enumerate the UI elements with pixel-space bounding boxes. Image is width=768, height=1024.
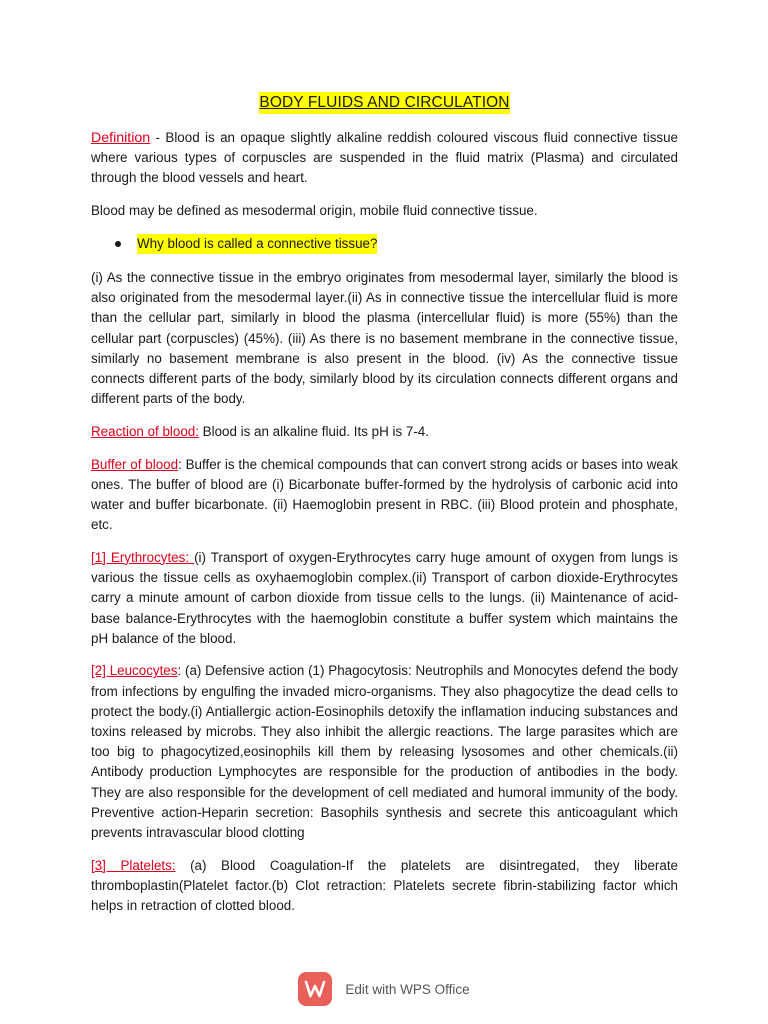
reaction-text: Blood is an alkaline fluid. Its pH is 7-4. [198,423,429,439]
origin-paragraph: Blood may be defined as mesodermal origin, mobile fluid connective tissue. [91,203,538,219]
document-page [91,92,678,929]
leucocytes-paragraph [91,661,678,843]
reaction-label: Reaction of blood: [91,423,199,439]
platelets-text: (a) Blood Coagulation-If the platelets are disintregated, they liberate thromboplastin(Platelet factor.(b) Clot retraction: Platelets secrete fibrin-stabilizing factor which helps in retraction of clotted blood. [91,857,678,914]
definition-label: Definition [91,130,151,146]
erythrocytes-label: [1] Erythrocytes: [91,549,195,565]
erythrocytes-paragraph [91,548,678,649]
leucocytes-label: [2] Leucocytes [91,663,178,679]
definition-text: - Blood is an opaque slightly alkaline reddish coloured viscous fluid connective tissue where various types of corpuscles are suspended in the fluid matrix (Plasma) and circulated through the blood vessels and heart. [91,130,678,186]
wps-logo-icon[interactable] [298,972,332,1006]
reaction-paragraph [91,422,678,442]
connective-answer-paragraph: (i) As the connective tissue in the embryo originates from mesodermal layer, similarly the blood is also originated from the mesodermal layer.(ii) As in connective tissue the intercellular fluid is more than the cellular part, similarly in blood the plasma (intercellular fluid) is more (55%) than the cellular part (corpuscles) (45%). (iii) As there is no basement membrane in the connective tissue, similarly no basement membrane is also present in the blood. (iv) As the connective tissue connects different parts of the body, similarly blood by its circulation connects different organs and different parts of the body. [91,270,678,407]
wps-footer[interactable] [0,970,768,1008]
bullet-item [115,234,678,254]
bullet-icon [115,241,121,247]
platelets-paragraph [91,856,678,917]
leucocytes-text: : (a) Defensive action (1) Phagocytosis: Neutrophils and Monocytes defend the body from infections by engulfing the invaded micro-organisms. They also phagocytize the dead cells to protect the body.(i) Antiallergic action-Eosinophils detoxify the inflamation inducing substances and toxins released by microbs. They also inhibit the allergic reactions. The large parasites which are too big to phagocytized,eosinophils kill them by releasing lysosomes and other chemicals.(ii) Antibody production Lymphocytes are responsible for the production of antibodies in the body. They are also responsible for the development of cell mediated and humoral immunity of the body. Preventive action-Heparin secretion: Basophils synthesis and secrete this anticoagulant which prevents intravascular blood clotting [91,663,678,841]
buffer-text: : Buffer is the chemical compounds that can convert strong acids or bases into weak ones. The buffer of blood are (i) Bicarbonate buffer-formed by the hydrolysis of carbonic acid into water and buffer bicarbonate. (ii) Haemoglobin present in RBC. (iii) Blood protein and phosphate, etc. [91,456,678,533]
edit-with-wps-link[interactable]: Edit with WPS Office [345,981,470,997]
bullet-question: Why blood is called a connective tissue? [137,234,377,254]
buffer-paragraph [91,455,678,536]
platelets-label: [3] Platelets: [91,857,176,873]
buffer-label: Buffer of blood [91,456,179,472]
definition-paragraph [91,128,678,189]
erythrocytes-text: (i) Transport of oxygen-Erythrocytes carry huge amount of oxygen from lungs is various the tissue cells as oxyhaemoglobin complex.(ii) Transport of carbon dioxide-Erythrocytes carry a minute amount of carbon dioxide from tissue cells to the lungs. (ii) Maintenance of acid-base balance-Erythrocytes with the haemoglobin constitute a buffer system which maintains the pH balance of the blood. [91,549,679,646]
page-title: BODY FLUIDS AND CIRCULATION [259,92,509,114]
